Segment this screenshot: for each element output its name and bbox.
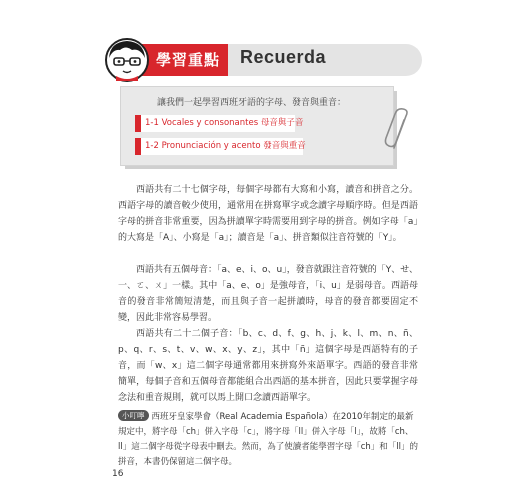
- paperclip-icon: [384, 108, 414, 156]
- summary-item: 1-2 Pronunciación y acento 發音與重音: [135, 138, 303, 155]
- avatar-icon: [104, 36, 150, 82]
- body-paragraph: 西語共有五個母音：「a、e、i、o、u」，發音就跟注音符號的「Y、せ、一、ㄛ、ㄨ」一樣。其中「a、e、o」是強母音，「i、u」是弱母音。西語母音的發音非常簡短清楚，而且與子音一起拼讀時，母音的發音都要固定不變，因此非常容易學習。: [118, 265, 418, 323]
- summary-item: 1-1 Vocales y consonantes 母音與子音: [135, 115, 295, 132]
- note-text: 西班牙皇家學會（Real Academia Española）在2010年制定的最新規定中，將字母「ch」併入字母「c」，將字母「ll」併入字母「l」，故將「ch、ll」這二個字母從字母表中刪去。然而，為了使讀者能學習字母「ch」和「ll」的拼音，本書仍保留這二個字母。: [118, 412, 419, 467]
- summary-box: [120, 86, 394, 166]
- section-header: [112, 42, 422, 78]
- summary-intro: 讓我們一起學習西班牙語的字母、發音與重音：: [157, 98, 347, 108]
- header-title-spanish: Recuerda: [240, 47, 327, 67]
- page-number: 16: [112, 469, 124, 479]
- header-title-chinese: 學習重點: [156, 51, 221, 69]
- note-block: [118, 410, 418, 470]
- body-paragraph: 西語共有二十七個字母，每個字母都有大寫和小寫，讀音和拼音之分。西語字母的讀音較少使用，通常用在拼寫單字或念讀字母順序時。但是西語字母的拼音非常重要，因為拼讀單字時需要用到字母的拼音。例如字母「a」的大寫是「A」、小寫是「a」；讀音是「a」、拼音類似注音符號的「Y」。: [118, 185, 418, 243]
- body-paragraph: 西語共有二十二個子音：「b、c、d、f、g、h、j、k、l、m、n、ñ、p、q、r、s、t、v、w、x、y、z」，其中「ñ」這個字母是西語特有的子音，而「w、x」這二個字母通常都用來拼寫外來語單字。西語的發音非常簡單，每個子音和五個母音都能組合出西語的基本拼音，因此只要掌握字母念法和重音規則，就可以馬上開口念讀西語單字。: [118, 329, 418, 403]
- note-badge: 小叮嚀: [118, 410, 149, 421]
